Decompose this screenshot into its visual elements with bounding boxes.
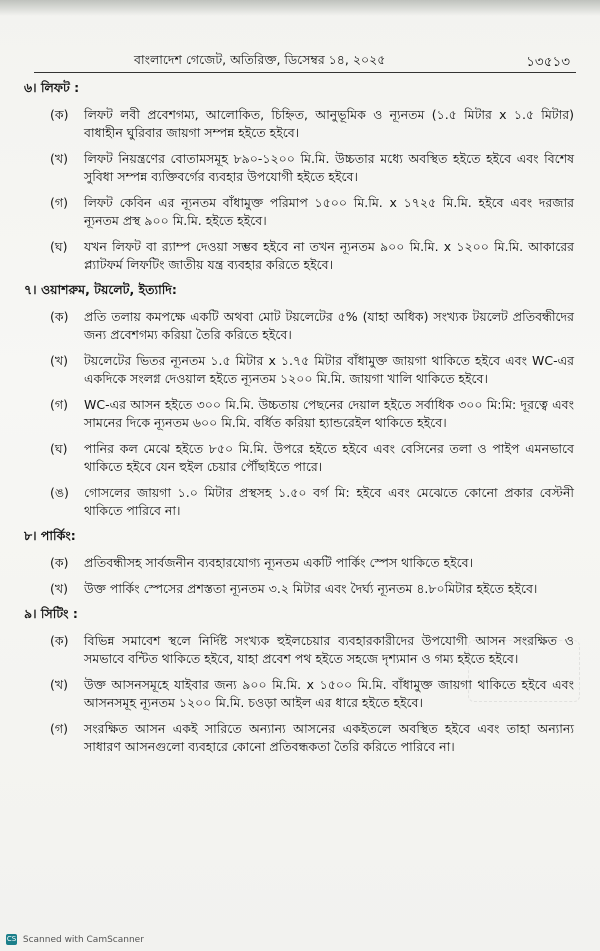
item-text: প্রতিবন্ধীসহ সার্বজনীন ব্যবহারযোগ্য ন্যূনতম একটি পার্কিং স্পেস থাকিতে হইবে। bbox=[84, 555, 474, 570]
item-text: পানির কল মেঝে হইতে ৮৫০ মি.মি. উপরে হইতে হইবে এবং বেসিনের তলা ও পাইপ এমনভাবে থাকিতে হইবে যেন হুইল চেয়ার পৌঁছাইতে পারে। bbox=[84, 441, 574, 474]
item-marker: (ক) bbox=[50, 633, 69, 648]
section-title: ৭। ওয়াশরুম, টয়লেট, ইত্যাদি: bbox=[24, 282, 177, 297]
item-marker: (গ) bbox=[50, 195, 68, 210]
list-item bbox=[50, 150, 574, 186]
camscanner-icon: CS bbox=[6, 935, 17, 943]
list-item bbox=[50, 396, 574, 432]
item-marker: (খ) bbox=[50, 353, 68, 368]
item-marker: (ক) bbox=[50, 555, 69, 570]
item-marker: (গ) bbox=[50, 397, 68, 412]
item-text: যখন লিফট বা র‍্যাম্প দেওয়া সম্ভব হইবে না তখন ন্যূনতম ৯০০ মি.মি. x ১২০০ মি.মি. আকারের প্ল্যাটফর্ম লিফটিং জাতীয় যন্ত্র ব্যবহার করিতে হইবে। bbox=[84, 239, 574, 272]
item-text: গোসলের জায়গা ১.০ মিটার প্রস্থসহ ১.৫০ বর্গ মি: হইবে এবং মেঝেতে কোনো প্রকার বেস্টনী থাকিতে পারিবে না। bbox=[84, 485, 574, 518]
section-parking bbox=[24, 528, 574, 598]
list-item bbox=[50, 484, 574, 520]
item-text: উক্ত পার্কিং স্পেসের প্রশস্ততা ন্যূনতম ৩.২ মিটার এবং দৈর্ঘ্য ন্যূনতম ৪.৮০মিটার হইতে হইবে। bbox=[84, 581, 538, 596]
section-lift bbox=[24, 80, 574, 274]
list-item bbox=[50, 106, 574, 142]
section-title: ৮। পার্কিং: bbox=[24, 528, 76, 543]
item-marker: (ঘ) bbox=[50, 441, 68, 456]
gazette-title: বাংলাদেশ গেজেট, অতিরিক্ত, ডিসেম্বর ১৪, ২০২৫ bbox=[134, 52, 386, 67]
page-header bbox=[34, 50, 576, 73]
list-item bbox=[50, 308, 574, 344]
item-marker: (খ) bbox=[50, 677, 68, 692]
item-text: লিফট লবী প্রবেশগম্য, আলোকিত, চিহ্নিত, আনুভূমিক ও ন্যূনতম (১.৫ মিটার x ১.৫ মিটার) বাধাহীন ঘুরিবার জায়গা সম্পন্ন হইতে হইবে। bbox=[84, 107, 574, 140]
item-marker: (ঙ) bbox=[50, 485, 69, 500]
item-marker: (ঘ) bbox=[50, 239, 68, 254]
section-washroom bbox=[24, 282, 574, 520]
item-marker: (ক) bbox=[50, 309, 69, 324]
list-item bbox=[50, 440, 574, 476]
section-title: ৯। সিটিং : bbox=[24, 606, 78, 621]
item-marker: (খ) bbox=[50, 151, 68, 166]
item-text: WC-এর আসন হইতে ৩০০ মি.মি. উচ্চতায় পেছনের দেয়াল হইতে সর্বাধিক ৩০০ মি:মি: দূরত্বে এবং সামনের দিকে ন্যূনতম ৬০০ মি.মি. বর্ধিত করিয়া হ্যান্ডরেইল থাকিতে হইবে। bbox=[84, 397, 574, 430]
list-item bbox=[50, 194, 574, 230]
section-title: ৬। লিফট : bbox=[24, 80, 80, 95]
list-item bbox=[50, 554, 574, 572]
item-text: লিফট কেবিন এর ন্যূনতম বাঁধামুক্ত পরিমাপ ১৫০০ মি.মি. x ১৭২৫ মি.মি. হইবে এবং দরজার ন্যূনতম প্রস্থ ৯০০ মি.মি. হইতে হইবে। bbox=[84, 195, 574, 228]
list-item bbox=[50, 352, 574, 388]
item-marker: (খ) bbox=[50, 581, 68, 596]
list-item bbox=[50, 580, 574, 598]
list-item bbox=[50, 238, 574, 274]
scan-edge-shadow bbox=[0, 0, 600, 16]
item-marker: (ক) bbox=[50, 107, 69, 122]
item-text: টয়লেটের ভিতর ন্যূনতম ১.৫ মিটার x ১.৭৫ মিটার বাঁধামুক্ত জায়গা থাকিতে হইবে এবং WC-এর একদিকে সংলগ্ন দেওয়াল হইতে ন্যূনতম ১২০০ মি.মি. জায়গা খালি থাকিতে হইবে। bbox=[84, 353, 574, 386]
item-text: প্রতি তলায় কমপক্ষে একটি অথবা মোট টয়লেটের ৫% (যাহা অধিক) সংখ্যক টয়লেট প্রতিবন্ধীদের জন্য প্রবেশগম্য করিয়া তৈরি করিতে হইবে। bbox=[84, 309, 574, 342]
item-text: উক্ত আসনসমূহে যাইবার জন্য ৯০০ মি.মি. x ১৫০০ মি.মি. বাঁধামুক্ত জায়গা থাকিতে হইবে এবং আসনসমূহ ন্যূনতম ১২০০ মি.মি. চওড়া আইল এর ধারে হইতে হইবে। bbox=[84, 677, 574, 710]
watermark-text: Scanned with CamScanner bbox=[22, 935, 144, 945]
item-text: লিফট নিয়ন্ত্রণের বোতামসমূহ ৮৯০-১২০০ মি.মি. উচ্চতার মধ্যে অবস্থিত হইতে হইবে এবং বিশেষ সুবিধা সম্পন্ন ব্যক্তিবর্গের ব্যবহার উপযোগী হইতে হইবে। bbox=[84, 151, 574, 184]
item-marker: (গ) bbox=[50, 721, 68, 736]
bleed-through-shadow bbox=[468, 640, 580, 702]
item-text: সংরক্ষিত আসন একই সারিতে অন্যান্য আসনের একইতলে অবস্থিত হইবে এবং তাহা অন্যান্য সাধারণ আসনগুলো ব্যবহারে কোনো প্রতিবন্ধকতা তৈরি করিতে পারিবে না। bbox=[84, 721, 574, 754]
page-number: ১৩৫১৩ bbox=[526, 54, 570, 70]
scanner-watermark bbox=[6, 934, 144, 945]
list-item bbox=[50, 720, 574, 756]
item-text: বিভিন্ন সমাবেশ স্থলে নির্দিষ্ট সংখ্যক হুইলচেয়ার ব্যবহারকারীদের উপযোগী আসন সংরক্ষিত ও সমভাবে বন্টিত থাকিতে হইবে, যাহা প্রবেশ পথ হইতে সহজে দৃশ্যমান ও গম্য হইতে হইবে। bbox=[84, 633, 574, 666]
